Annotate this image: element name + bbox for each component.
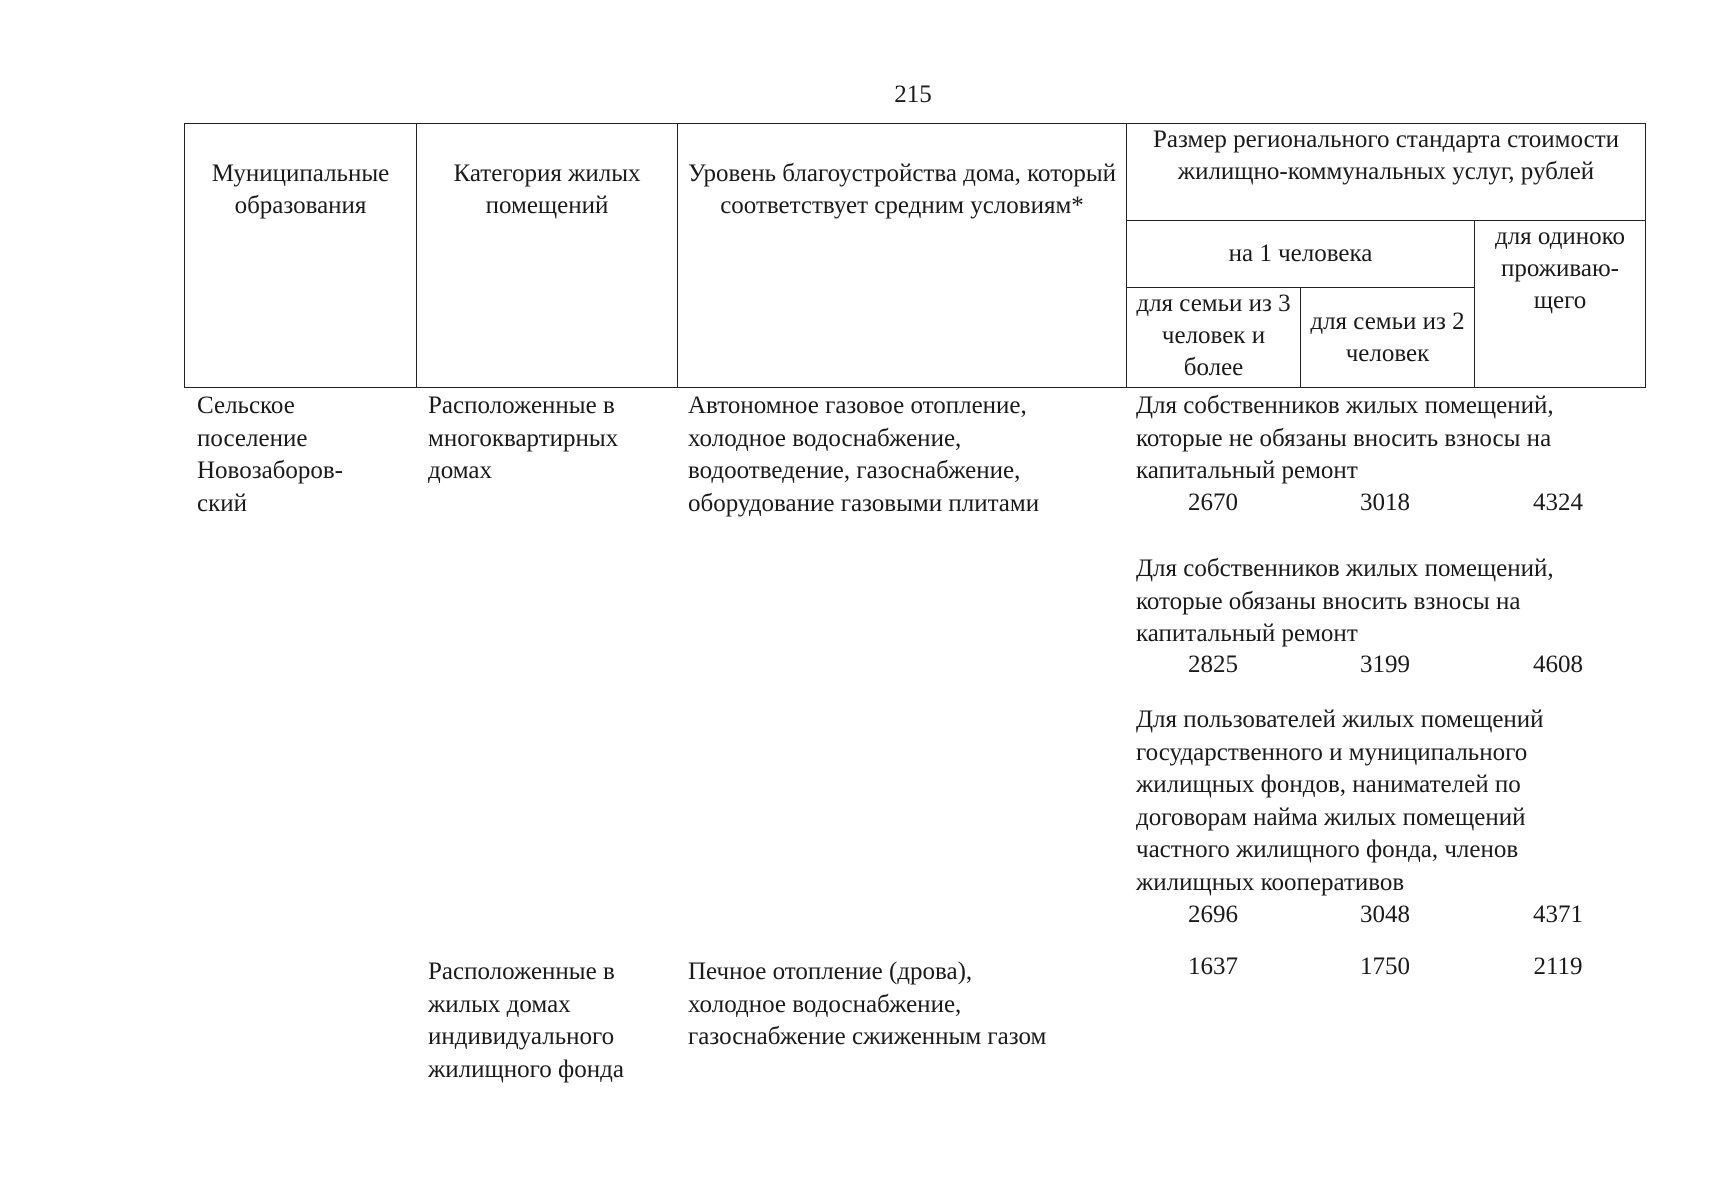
header-family-2: для семьи из 2 человек [1301, 288, 1475, 388]
group-3-caption: Для пользователей жилых помещений государственного и муниципального жилищных фондов, нанимателей по договорам найма жилых помещений частного жилищного фонда, членов жилищных кооперативов [1136, 706, 1544, 896]
row-1-category: Расположенные в многоквартирных домах [428, 392, 619, 484]
group-1-value-family2: 3018 [1360, 489, 1410, 516]
group-2-caption: Для собственников жилых помещений, которые обязаны вносить взносы на капитальный ремонт [1136, 555, 1554, 647]
header-category: Категория жилых помещений [417, 124, 678, 388]
municipality-name: Сельское поселение Новозаборов- ский [197, 392, 344, 517]
group-2-value-single: 4608 [1533, 651, 1583, 678]
group-3-value-family3: 2696 [1188, 901, 1238, 928]
row-2-value-single: 2119 [1533, 953, 1583, 980]
row-2-category: Расположенные в жилых домах индивидуального жилищного фонда [428, 958, 624, 1083]
header-per-person: на 1 человека [1127, 221, 1475, 288]
header-level: Уровень благоустройства дома, который соответствует средним условиям* [678, 124, 1127, 388]
group-2-value-family2: 3199 [1360, 651, 1410, 678]
row-2-level: Печное отопление (дрова), холодное водоснабжение, газоснабжение сжиженным газом [688, 958, 1047, 1050]
group-3-value-family2: 3048 [1360, 901, 1410, 928]
header-standard: Размер регионального стандарта стоимости жилищно-коммунальных услуг, рублей [1127, 124, 1646, 221]
group-1-caption: Для собственников жилых помещений, которые не обязаны вносить взносы на капитальный ремонт [1136, 392, 1554, 484]
header-family-3: для семьи из 3 человек и более [1127, 288, 1301, 388]
group-1-value-single: 4324 [1533, 489, 1583, 516]
group-1-value-family3: 2670 [1188, 489, 1238, 516]
row-2-value-family3: 1637 [1188, 953, 1238, 980]
row-2-value-family2: 1750 [1360, 953, 1410, 980]
group-2-value-family3: 2825 [1188, 651, 1238, 678]
header-municipality: Муниципальные образования [185, 124, 417, 388]
row-1-level: Автономное газовое отопление, холодное водоснабжение, водоотведение, газоснабжение, оборудование газовыми плитами [688, 392, 1040, 517]
page-number: 215 [894, 81, 932, 108]
table-header [184, 123, 1646, 388]
group-3-value-single: 4371 [1533, 901, 1583, 928]
header-single: для одиноко проживаю-щего [1475, 221, 1646, 388]
